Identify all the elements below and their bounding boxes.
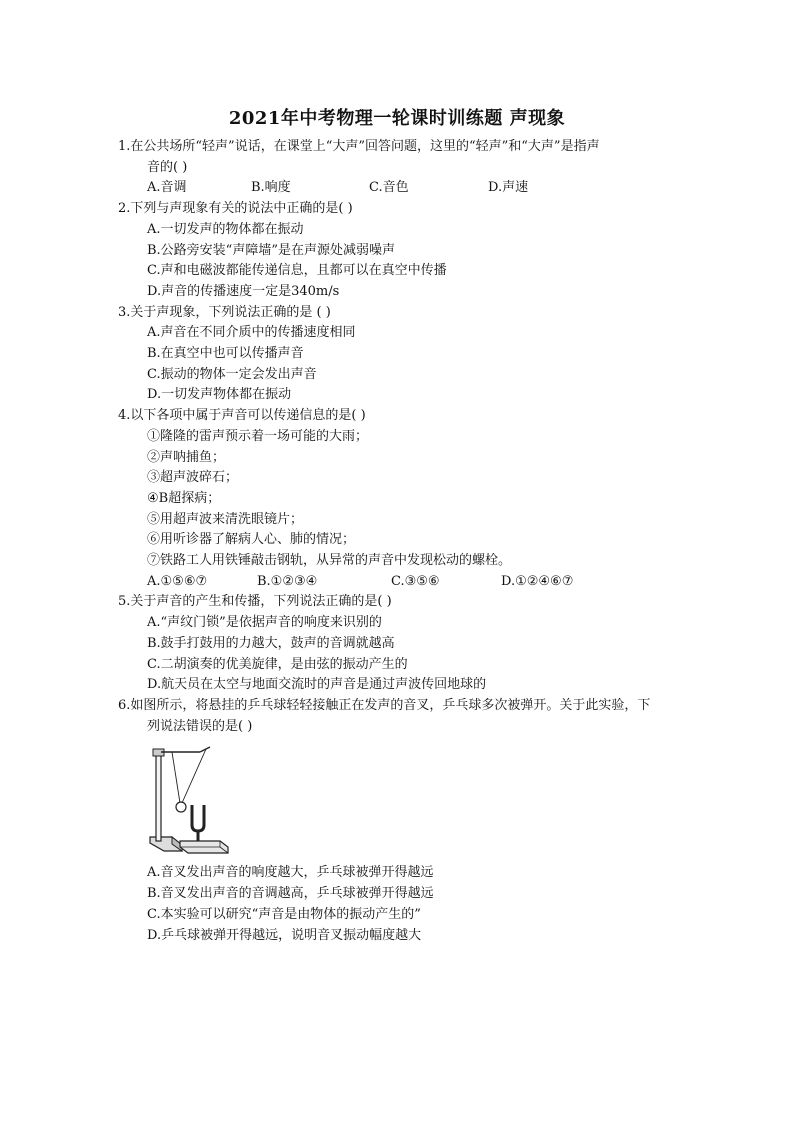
question-stem: 3.关于声现象，下列说法正确的是 ( ): [118, 304, 331, 320]
option-row: [118, 178, 698, 199]
option-row: [118, 572, 698, 593]
document-title: 2021年中考物理一轮课时训练题 声现象: [228, 108, 566, 129]
question-stem: 1.在公共场所“轻声”说话，在课堂上“大声”回答问题，这里的“轻声”和“大声”是指声: [118, 139, 600, 154]
question-2: [118, 199, 698, 303]
option-c: C.振动的物体一定会发出声音: [147, 366, 317, 382]
statement-item: ⑦铁路工人用铁锤敲击钢轨，从异常的声音中发现松动的螺栓。: [147, 553, 512, 569]
option-a: A.音调: [147, 180, 187, 196]
option-a: A.音叉发出声音的响度越大，乒乓球被弹开得越远: [147, 865, 434, 881]
pendulum-string-left: [172, 752, 180, 803]
question-5: [118, 592, 698, 696]
option-d: D.乒乓球被弹开得越远，说明音叉振动幅度越大: [147, 927, 422, 943]
option-d: D.声音的传播速度一定是340m/s: [147, 283, 340, 299]
pendulum-string-right: [182, 749, 206, 803]
option-c: C.③⑤⑥: [391, 573, 440, 589]
statement-item: ①隆隆的雷声预示着一场可能的大雨；: [147, 428, 369, 444]
option-d: D.声速: [488, 180, 529, 196]
tuning-fork-diagram: [142, 741, 262, 859]
option-d: D.航天员在太空与地面交流时的声音是通过声波传回地球的: [147, 677, 487, 693]
option-d: D.①②④⑥⑦: [501, 573, 574, 589]
option-a: A.“声纹门锁”是依据声音的响度来识别的: [147, 615, 382, 631]
statement-item: ②声呐捕鱼；: [147, 449, 226, 465]
option-a: A.①⑤⑥⑦: [147, 573, 208, 589]
stand-pole: [156, 753, 161, 841]
option-b: B.鼓手打鼓用的力越大，鼓声的音调就越高: [147, 635, 395, 651]
question-3: [118, 303, 698, 407]
statement-item: ③超声波碎石；: [147, 470, 239, 486]
option-b: B.在真空中也可以传播声音: [147, 346, 304, 362]
option-a: A.声音在不同介质中的传播速度相同: [147, 325, 356, 341]
question-stem: 6.如图所示，将悬挂的乒乓球轻轻接触正在发声的音叉，乒乓球多次被弹开。关于此实验，下: [118, 697, 651, 713]
question-6: [118, 696, 698, 946]
question-4: [118, 406, 698, 592]
option-b: B.响度: [251, 180, 291, 196]
tuning-fork-prongs: [192, 805, 204, 831]
tuning-fork-figure: [118, 741, 698, 859]
question-stem-continued: 音的( ): [147, 159, 188, 175]
option-c: C.音色: [369, 180, 409, 196]
option-b: B.公路旁安装“声障墙”是在声源处减弱噪声: [147, 242, 395, 258]
question-stem: 5.关于声音的产生和传播，下列说法正确的是( ): [118, 594, 392, 610]
option-b: B.①②③④: [257, 573, 318, 589]
option-c: C.声和电磁波都能传递信息，且都可以在真空中传播: [147, 263, 447, 279]
question-stem: 2.下列与声现象有关的说法中正确的是( ): [118, 201, 353, 217]
question-stem-continued: 列说法错误的是( ): [147, 718, 253, 734]
option-c: C.本实验可以研究“声音是由物体的振动产生的”: [147, 906, 421, 922]
question-stem: 4.以下各项中属于声音可以传递信息的是( ): [118, 408, 366, 424]
option-c: C.二胡演奏的优美旋律，是由弦的振动产生的: [147, 656, 408, 672]
option-a: A.一切发声的物体都在振动: [147, 221, 304, 237]
question-1: [118, 137, 698, 199]
option-d: D.一切发声物体都在振动: [147, 387, 292, 403]
option-b: B.音叉发出声音的音调越高，乒乓球被弹开得越远: [147, 886, 434, 902]
statement-item: ⑥用听诊器了解病人心、肺的情况；: [147, 532, 356, 548]
ping-pong-ball: [176, 802, 186, 812]
statement-item: ④B超探病；: [147, 490, 221, 506]
question-list: [118, 137, 698, 946]
statement-item: ⑤用超声波来清洗眼镜片；: [147, 511, 304, 527]
